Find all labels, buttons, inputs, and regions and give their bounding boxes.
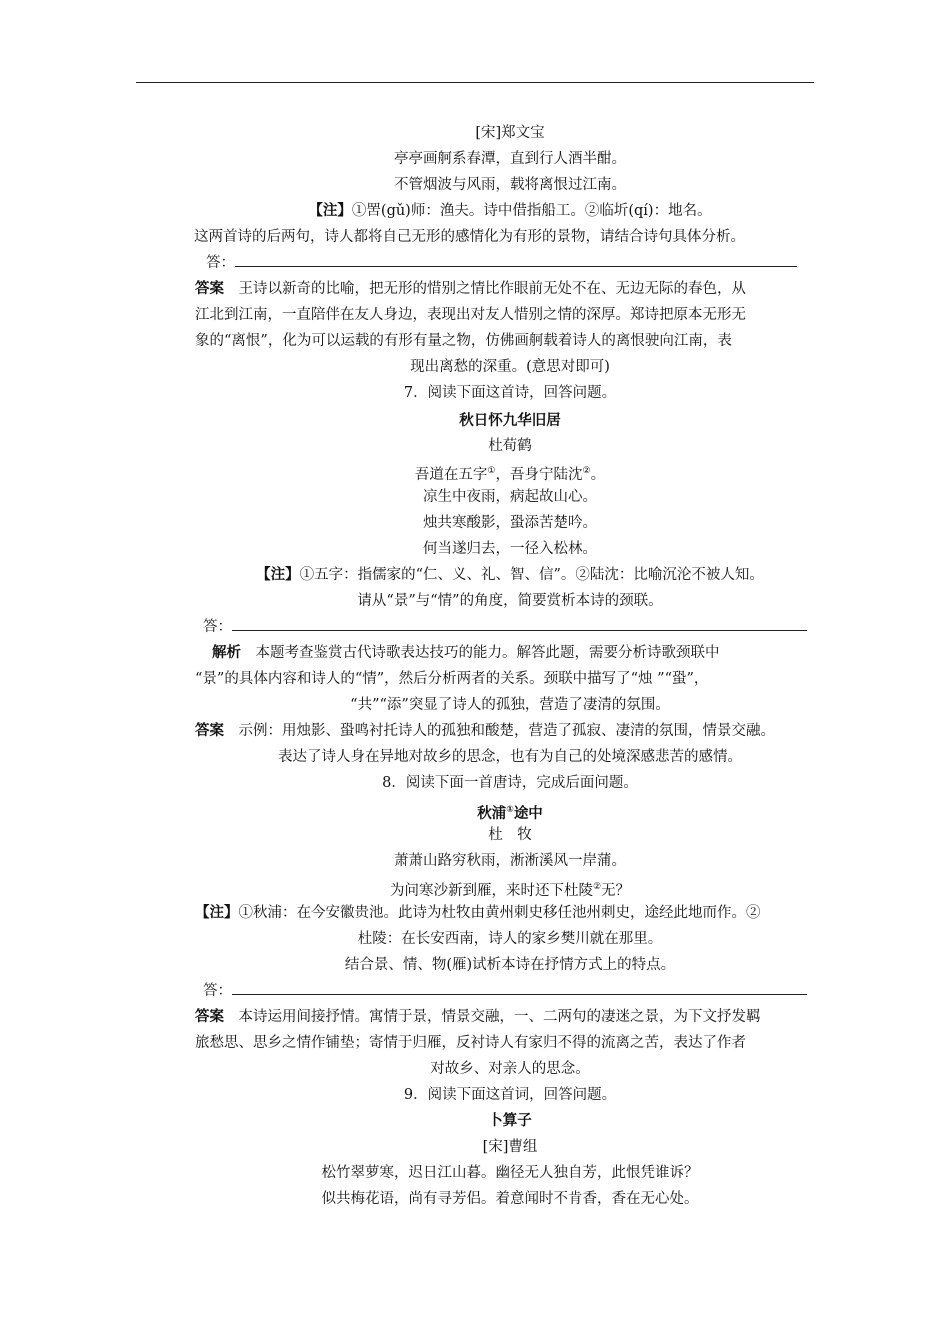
poem-line: 为问寒沙新到雁，来时还下杜陵②无？ bbox=[389, 882, 631, 899]
poem-line: 吾道在五字①，吾身宁陆沈②。 bbox=[414, 466, 606, 483]
analysis-paragraph: “共”“添”突显了诗人的孤独，营造了凄清的氛围。 bbox=[350, 697, 670, 713]
analysis-paragraph: “景”的具体内容和诗人的“情”，然后分析两者的关系。颈联中描写了“烛 ”“蛩”， bbox=[195, 671, 709, 687]
poem-title: 卜算子 bbox=[488, 1113, 532, 1129]
poem-line: 似共梅花语，尚有寻芳侣。着意闻时不肯香，香在无心处。 bbox=[321, 1191, 699, 1207]
header-rule bbox=[136, 82, 814, 83]
question-heading: 9．阅读下面这首词，回答问题。 bbox=[403, 1087, 617, 1103]
answer-paragraph: 江北到江南，一直陪伴在友人身边，表现出对友人惜别之情的深厚。郑诗把原本无形无 bbox=[195, 307, 746, 323]
note: 【注】①五字：指儒家的“仁、义、礼、智、信”。②陆沈：比喻沉沦不被人知。 bbox=[256, 567, 764, 583]
question-text: 结合景、情、物(雁)试析本诗在抒情方式上的特点。 bbox=[344, 957, 676, 973]
answer-paragraph: 表达了诗人身在异地对故乡的思念，也有为自己的处境深感悲苦的感情。 bbox=[278, 749, 742, 765]
poem-line: 松竹翠萝寒，迟日江山暮。幽径无人独自芳，此恨凭谁诉？ bbox=[321, 1165, 699, 1181]
poem-author: [宋]郑文宝 bbox=[475, 125, 545, 141]
answer-blank: 答： bbox=[203, 617, 843, 637]
poem-line: 烛共寒酸影，蛩添苦楚吟。 bbox=[423, 515, 597, 531]
answer-blank: 答： bbox=[206, 253, 846, 273]
poem-author: 杜 牧 bbox=[488, 827, 532, 843]
poem-line: 亭亭画舸系春潭，直到行人酒半酣。 bbox=[394, 151, 626, 167]
poem-line: 凉生中夜雨，病起故山心。 bbox=[423, 489, 597, 505]
poem-line: 不管烟波与风雨，载将离恨过江南。 bbox=[394, 177, 626, 193]
poem-title: 秋日怀九华旧居 bbox=[459, 413, 561, 429]
answer-blank: 答： bbox=[203, 981, 843, 1001]
analysis-paragraph: 解析 本题考查鉴赏古代诗歌表达技巧的能力。解答此题，需要分析诗歌颈联中 bbox=[212, 645, 720, 661]
poem-line: 何当遂归去，一径入松林。 bbox=[423, 541, 597, 557]
poem-title: 秋浦①途中 bbox=[477, 805, 543, 822]
poem-line: 萧萧山路穷秋雨，淅淅溪风一岸蒲。 bbox=[394, 853, 626, 869]
note: 【注】①罟(gǔ)师：渔夫。诗中借指船工。②临圻(qí)：地名。 bbox=[308, 203, 712, 219]
question-heading: 7．阅读下面这首诗，回答问题。 bbox=[403, 385, 617, 401]
question-text: 请从“景”与“情”的角度，简要赏析本诗的颈联。 bbox=[357, 593, 663, 609]
question-heading: 8．阅读下面一首唐诗，完成后面问题。 bbox=[382, 775, 638, 791]
answer-paragraph: 答案 示例：用烛影、蛩鸣衬托诗人的孤独和酸楚，营造了孤寂、凄清的氛围，情景交融。 bbox=[195, 723, 775, 739]
poem-author: 杜荀鹤 bbox=[488, 438, 532, 454]
answer-paragraph: 答案 王诗以新奇的比喻，把无形的惜别之情比作眼前无处不在、无边无际的春色，从 bbox=[195, 281, 746, 297]
poem-author: [宋]曹组 bbox=[482, 1139, 538, 1155]
note: 杜陵：在长安西南，诗人的家乡樊川就在那里。 bbox=[357, 931, 663, 947]
note: 【注】①秋浦：在今安徽贵池。此诗为杜牧由黄州刺史移任池州刺史，途经此地而作。② bbox=[195, 905, 761, 921]
answer-paragraph: 旅愁思、思乡之情作铺垫；寄情于归雁，反衬诗人有家归不得的流离之苦，表达了作者 bbox=[195, 1035, 746, 1051]
question-text: 这两首诗的后两句，诗人都将自己无形的感情化为有形的景物，请结合诗句具体分析。 bbox=[194, 229, 745, 245]
answer-paragraph: 象的“离恨”，化为可以运载的有形有量之物，仿佛画舸载着诗人的离恨驶向江南，表 bbox=[195, 333, 732, 349]
answer-paragraph: 答案 本诗运用间接抒情。寓情于景，情景交融，一、二两句的凄迷之景，为下文抒发羁 bbox=[195, 1009, 761, 1025]
answer-paragraph: 对故乡、对亲人的思念。 bbox=[430, 1061, 590, 1077]
answer-paragraph: 现出离愁的深重。(意思对即可) bbox=[410, 359, 610, 375]
